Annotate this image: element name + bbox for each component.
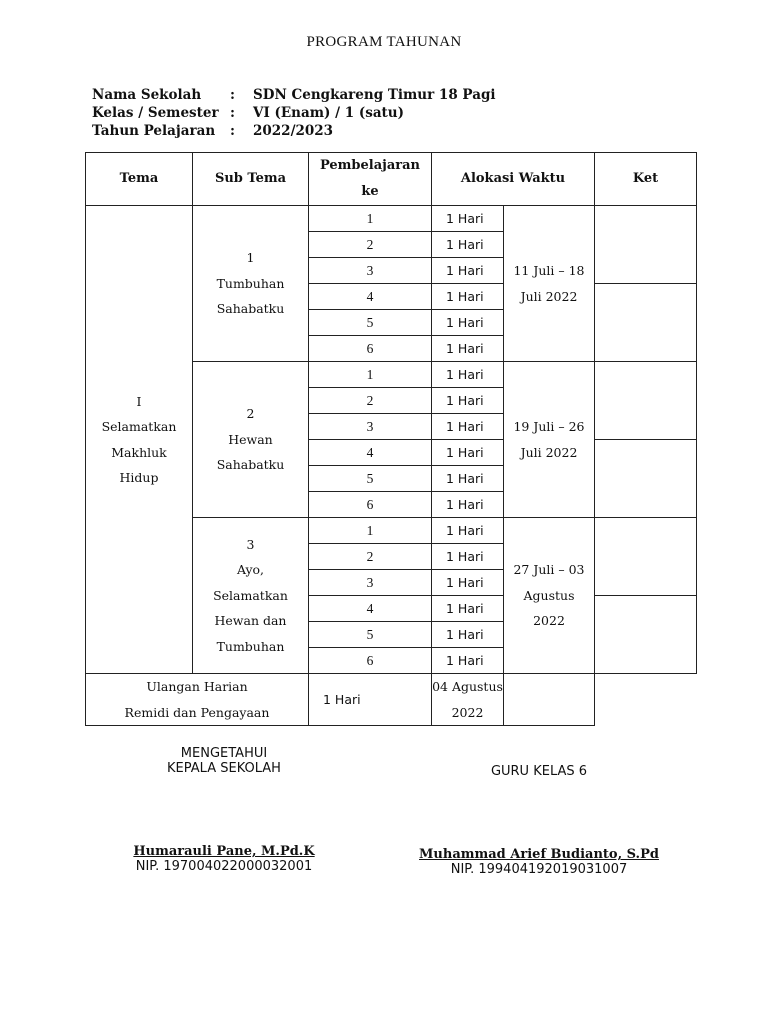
signature-right [418,764,660,877]
ket-cell [595,518,697,596]
pembelajaran-cell: 5 [309,622,432,648]
time-cell: 1 Hari [432,466,504,492]
pembelajaran-cell: 3 [309,570,432,596]
table-row [86,206,697,232]
pembelajaran-cell: 1 [309,362,432,388]
date-line: 2022 [451,704,484,720]
info-separator: : [230,123,235,139]
date-line: 2022 [533,613,565,629]
info-label: Kelas / Semester [92,105,219,121]
pembelajaran-cell: 2 [309,232,432,258]
document-title: PROGRAM TAHUNAN [306,34,462,50]
pembelajaran-cell: 5 [309,466,432,492]
info-row-school [92,86,496,104]
table-header-row [86,153,697,206]
pembelajaran-cell: 3 [309,414,432,440]
subtema-cell [193,518,309,674]
info-row-class [92,104,496,122]
header-alokasi: Alokasi Waktu [432,153,595,206]
info-label: Nama Sekolah [92,87,202,103]
time-cell: 1 Hari [432,544,504,570]
header-ket: Ket [595,153,697,206]
tema-line: Makhluk [111,444,167,460]
info-value: SDN Cengkareng Timur 18 Pagi [253,87,496,103]
time-cell: 1 Hari [432,622,504,648]
signature-right-line1: GURU KELAS 6 [490,764,588,779]
info-value: 2022/2023 [253,123,334,139]
header-subtema: Sub Tema [193,153,309,206]
time-cell: 1 Hari [432,648,504,674]
tema-line: Hidup [119,470,159,485]
program-table [85,152,697,726]
date-line: Agustus [523,587,575,603]
date-line: 04 Agustus [432,679,503,694]
time-cell: 1 Hari [309,674,432,726]
subtema-line: Ayo, [236,562,265,578]
date-line: 11 Juli – 18 [513,263,585,278]
pembelajaran-cell: 1 [309,518,432,544]
pembelajaran-cell: 4 [309,440,432,466]
ulangan-line: Ulangan Harian [146,679,248,694]
ulangan-line: Remidi dan Pengayaan [124,704,270,720]
school-info [92,86,496,140]
date-range-cell [504,518,595,674]
time-cell: 1 Hari [432,232,504,258]
header-pembelajaran-line: Pembelajaran [319,158,421,173]
subtema-line: 3 [246,536,255,552]
time-cell: 1 Hari [432,596,504,622]
pembelajaran-cell: 6 [309,336,432,362]
time-cell: 1 Hari [432,388,504,414]
subtema-line: Tumbuhan [216,638,285,654]
pembelajaran-cell: 6 [309,648,432,674]
headmaster-name: Humarauli Pane, M.Pd.K [133,844,315,859]
pembelajaran-cell: 4 [309,596,432,622]
ket-cell [595,440,697,518]
date-range-cell [504,362,595,518]
tema-cell [86,206,193,674]
signature-left [120,746,328,874]
info-label: Tahun Pelajaran [92,123,216,139]
info-row-year [92,122,496,140]
date-range-cell [504,206,595,362]
date-line: 19 Juli – 26 [513,419,585,434]
time-cell: 1 Hari [432,518,504,544]
time-cell: 1 Hari [432,206,504,232]
ket-cell [595,206,697,284]
time-cell: 1 Hari [432,284,504,310]
subtema-line: Hewan dan [214,613,287,629]
header-pembelajaran-line: ke [361,184,379,199]
pembelajaran-cell: 6 [309,492,432,518]
time-cell: 1 Hari [432,414,504,440]
pembelajaran-cell: 3 [309,258,432,284]
subtema-cell [193,206,309,362]
subtema-cell [193,362,309,518]
date-line: 27 Juli – 03 [513,562,585,578]
subtema-line: Sahabatku [216,301,285,317]
ulangan-cell [86,674,309,726]
table-body [86,206,697,726]
teacher-nip: NIP. 199404192019031007 [450,862,628,877]
time-cell: 1 Hari [432,310,504,336]
headmaster-nip: NIP. 197004022000032001 [135,859,313,874]
ket-cell [595,362,697,440]
pembelajaran-cell: 1 [309,206,432,232]
subtema-line: 1 [246,250,255,266]
time-cell: 1 Hari [432,258,504,284]
subtema-line: 2 [246,406,255,422]
subtema-line: Sahabatku [216,457,285,473]
subtema-line: Hewan [228,431,273,447]
info-value: VI (Enam) / 1 (satu) [253,105,404,121]
date-line: Juli 2022 [520,444,578,460]
teacher-name: Muhammad Arief Budianto, S.Pd [419,847,659,862]
time-cell: 1 Hari [432,570,504,596]
header-pembelajaran [309,153,432,206]
ket-cell [595,284,697,362]
subtema-line: Selamatkan [213,587,288,603]
time-cell: 1 Hari [432,362,504,388]
info-separator: : [230,105,235,121]
header-tema: Tema [86,153,193,206]
date-line: Juli 2022 [520,288,578,304]
time-cell: 1 Hari [432,492,504,518]
pembelajaran-cell: 5 [309,310,432,336]
signature-left-line2: KEPALA SEKOLAH [167,761,281,776]
time-cell: 1 Hari [432,440,504,466]
time-cell: 1 Hari [432,336,504,362]
tema-line: I [136,393,142,409]
pembelajaran-cell: 2 [309,388,432,414]
ket-cell [504,674,595,726]
subtema-line: Tumbuhan [216,275,285,291]
ket-cell [595,596,697,674]
ulangan-row [86,674,697,726]
info-separator: : [230,87,235,103]
pembelajaran-cell: 4 [309,284,432,310]
pembelajaran-cell: 2 [309,544,432,570]
date-range-cell [432,674,504,726]
signature-left-line1: MENGETAHUI [180,746,268,761]
tema-line: Selamatkan [101,419,177,434]
